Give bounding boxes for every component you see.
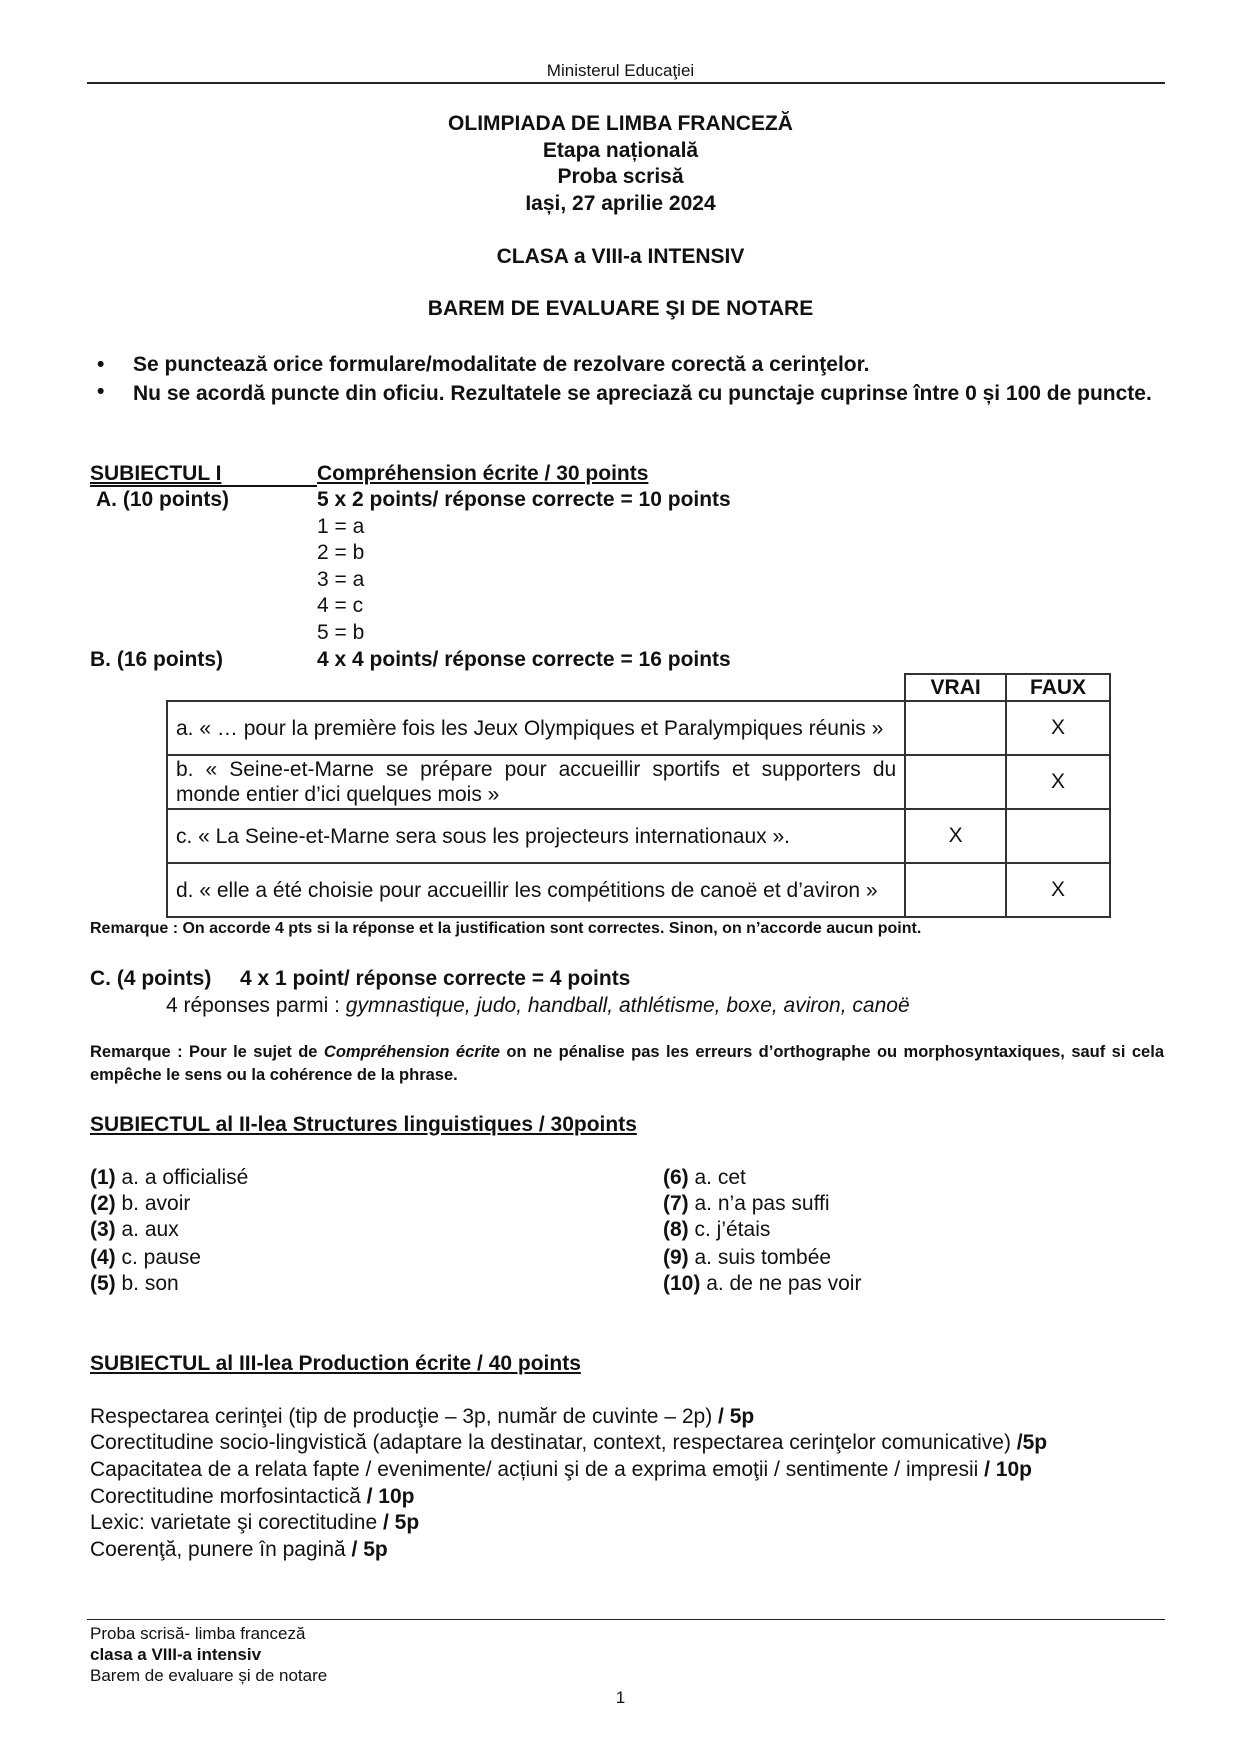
- section-c-label: C. (4 points): [90, 967, 212, 990]
- criterion: Corectitudine socio-lingvistică (adaptare la destinatar, context, respectarea cerinţelor comunicative) /5p: [90, 1431, 1048, 1454]
- answer-item: (6) a. cet: [663, 1166, 746, 1189]
- page-number: 1: [615, 1688, 626, 1707]
- subject2-title: SUBIECTUL al II-lea Structures linguistiques / 30points: [90, 1113, 637, 1136]
- answer-a-3: 3 = a: [317, 568, 365, 591]
- table-row: [167, 809, 1110, 863]
- true-false-table: [166, 673, 1111, 918]
- rule-1: Se punctează orice formulare/modalitate de rezolvare corectă a cerinţelor.: [133, 353, 870, 376]
- subject1-label: SUBIECTUL I: [90, 462, 222, 485]
- title-stage: Etapa națională: [542, 139, 699, 162]
- title-exam: Proba scrisă: [557, 165, 684, 188]
- statement-text: c. « La Seine-et-Marne sera sous les projecteurs internationaux ».: [167, 809, 905, 863]
- answer-a-2: 2 = b: [317, 541, 365, 564]
- remark-comprehension: Remarque : Pour le sujet de Compréhension écrite on ne pénalise pas les erreurs d’orthographe ou morphosyntaxiques, sauf si cela empêche le sens ou la cohérence de la phrase.: [90, 1043, 1164, 1084]
- answer-item: (8) c. j’étais: [663, 1218, 771, 1241]
- section-a-rule: 5 x 2 points/ réponse correcte = 10 points: [317, 488, 731, 511]
- footer-exam: Proba scrisă- limba franceză: [90, 1624, 306, 1643]
- table-row: [167, 701, 1110, 755]
- vrai-cell: [905, 863, 1006, 917]
- answer-a-5: 5 = b: [317, 621, 365, 644]
- answer-item: (5) b. son: [90, 1272, 179, 1295]
- faux-cell: X: [1006, 701, 1110, 755]
- section-b-label: B. (16 points): [90, 648, 224, 671]
- title-olympiad: OLIMPIADA DE LIMBA FRANCEZĂ: [448, 112, 793, 135]
- title-date: Iași, 27 aprilie 2024: [525, 192, 716, 215]
- faux-cell: X: [1006, 863, 1110, 917]
- bullet-icon: •: [97, 353, 105, 376]
- title-class: CLASA a VIII-a INTENSIV: [496, 245, 745, 268]
- criterion: Respectarea cerinţei (tip de producţie – 3p, număr de cuvinte – 2p) / 5p: [90, 1405, 755, 1428]
- vrai-cell: [905, 701, 1006, 755]
- faux-cell: [1006, 809, 1110, 863]
- statement-text: d. « elle a été choisie pour accueillir les compétitions de canoë et d’aviron »: [167, 863, 905, 917]
- bullet-icon: •: [97, 380, 105, 403]
- faux-cell: X: [1006, 755, 1110, 809]
- answer-item: (1) a. a officialisé: [90, 1166, 249, 1189]
- criterion: Lexic: varietate şi corectitudine / 5p: [90, 1511, 420, 1534]
- answer-a-4: 4 = c: [317, 594, 364, 617]
- vrai-cell: X: [905, 809, 1006, 863]
- answer-item: (9) a. suis tombée: [663, 1246, 832, 1269]
- header-faux: FAUX: [1006, 674, 1110, 701]
- footer-barem: Barem de evaluare și de notare: [90, 1666, 328, 1685]
- section-b-rule: 4 x 4 points/ réponse correcte = 16 points: [317, 648, 731, 671]
- answer-item: (10) a. de ne pas voir: [663, 1272, 862, 1295]
- remark-b: Remarque : On accorde 4 pts si la réponse et la justification sont correctes. Sinon, on n’accorde aucun point.: [90, 920, 922, 937]
- statement-text: a. « … pour la première fois les Jeux Olympiques et Paralympiques réunis »: [167, 701, 905, 755]
- title-barem: BAREM DE EVALUARE ŞI DE NOTARE: [427, 297, 814, 320]
- criterion: Coerenţă, punere în pagină / 5p: [90, 1538, 388, 1561]
- answer-item: (2) b. avoir: [90, 1192, 191, 1215]
- criterion: Capacitatea de a relata fapte / evenimente/ acțiuni şi de a exprima emoţii / sentimente / impresii / 10p: [90, 1458, 1032, 1481]
- header-vrai: VRAI: [905, 674, 1006, 701]
- answer-item: (7) a. n’a pas suffi: [663, 1192, 830, 1215]
- section-c-rule: 4 x 1 point/ réponse correcte = 4 points: [240, 967, 631, 990]
- footer-class: clasa a VIII-a intensiv: [90, 1645, 262, 1664]
- table-row: [167, 863, 1110, 917]
- section-c-answers: 4 réponses parmi : gymnastique, judo, handball, athlétisme, boxe, aviron, canoë: [166, 994, 910, 1017]
- statement-text: b. « Seine-et-Marne se prépare pour accueillir sportifs et supporters du monde entier d’ici quelques mois »: [167, 755, 905, 809]
- vrai-cell: [905, 755, 1006, 809]
- subject1-title: Compréhension écrite / 30 points: [317, 462, 649, 485]
- subject1-underline: [90, 485, 317, 487]
- answer-a-1: 1 = a: [317, 515, 365, 538]
- footer-divider: [87, 1619, 1165, 1620]
- answer-item: (3) a. aux: [90, 1218, 179, 1241]
- answer-item: (4) c. pause: [90, 1246, 201, 1269]
- criterion: Corectitudine morfosintactică / 10p: [90, 1485, 415, 1508]
- section-a-label: A. (10 points): [96, 488, 230, 511]
- ministry-header: Ministerul Educaţiei: [546, 61, 695, 80]
- rule-2: Nu se acordă puncte din oficiu. Rezultatele se apreciază cu punctaje cuprinse între 0 și 100 de puncte.: [133, 382, 1152, 405]
- header-divider: [87, 82, 1165, 84]
- table-row: [167, 755, 1110, 809]
- subject3-title: SUBIECTUL al III-lea Production écrite / 40 points: [90, 1352, 581, 1375]
